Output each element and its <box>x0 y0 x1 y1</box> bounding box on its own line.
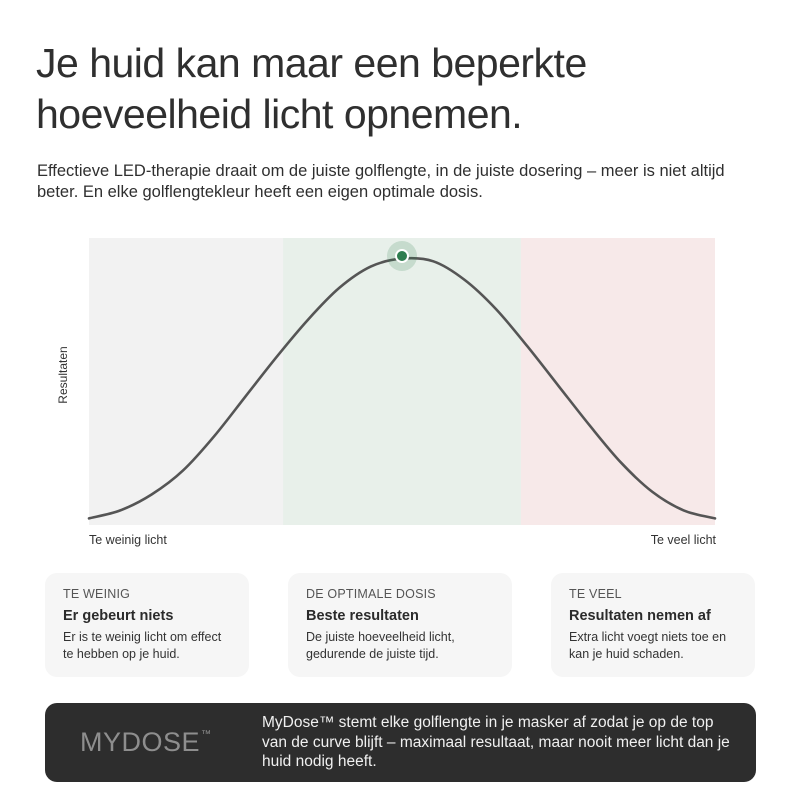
brand-logo <box>80 727 212 758</box>
headline: Je huid kan maar een beperkte hoeveelheid licht opnemen. <box>36 40 587 137</box>
brand-bar <box>45 703 756 782</box>
card-title: Resultaten nemen af <box>569 608 711 624</box>
intro-text: Effectieve LED-therapie draait om de juiste golflengte, in de juiste dosering – meer is niet altijd beter. En elke golflengtekleur heeft een eigen optimale dosis. <box>37 162 725 201</box>
zone-te-veel <box>521 238 715 525</box>
x-axis-label-left: Te weinig licht <box>89 533 167 547</box>
brand-logo-text: MYDOSE <box>80 727 201 757</box>
peak-marker-halo <box>387 241 417 271</box>
card-text: De juiste hoeveelheid licht, gedurende de juiste tijd. <box>306 630 455 661</box>
card-te-weinig <box>45 573 249 677</box>
response-curve <box>89 258 715 518</box>
card-text: Extra licht voegt niets toe en kan je huid schaden. <box>569 630 727 661</box>
card-kicker: TE VEEL <box>569 587 622 601</box>
card-optimale-dosis <box>288 573 512 677</box>
card-kicker: DE OPTIMALE DOSIS <box>306 587 436 601</box>
brand-logo-tm: ™ <box>201 729 212 740</box>
card-title: Beste resultaten <box>306 608 419 624</box>
peak-marker <box>396 250 408 262</box>
card-text: Er is te weinig licht om effect te hebben op je huid. <box>63 630 222 661</box>
x-axis-label-right: Te veel licht <box>650 533 716 547</box>
zone-optimaal <box>283 238 521 525</box>
y-axis-label: Resultaten <box>56 346 70 404</box>
zone-te-weinig <box>89 238 283 525</box>
brand-text: MyDose™ stemt elke golflengte in je masker af zodat je op de top van de curve blijft – maximaal resultaat, maar nooit meer licht dan je huid nodig heeft. <box>262 714 730 770</box>
card-te-veel <box>551 573 755 677</box>
card-title: Er gebeurt niets <box>63 608 174 624</box>
card-kicker: TE WEINIG <box>63 587 131 601</box>
